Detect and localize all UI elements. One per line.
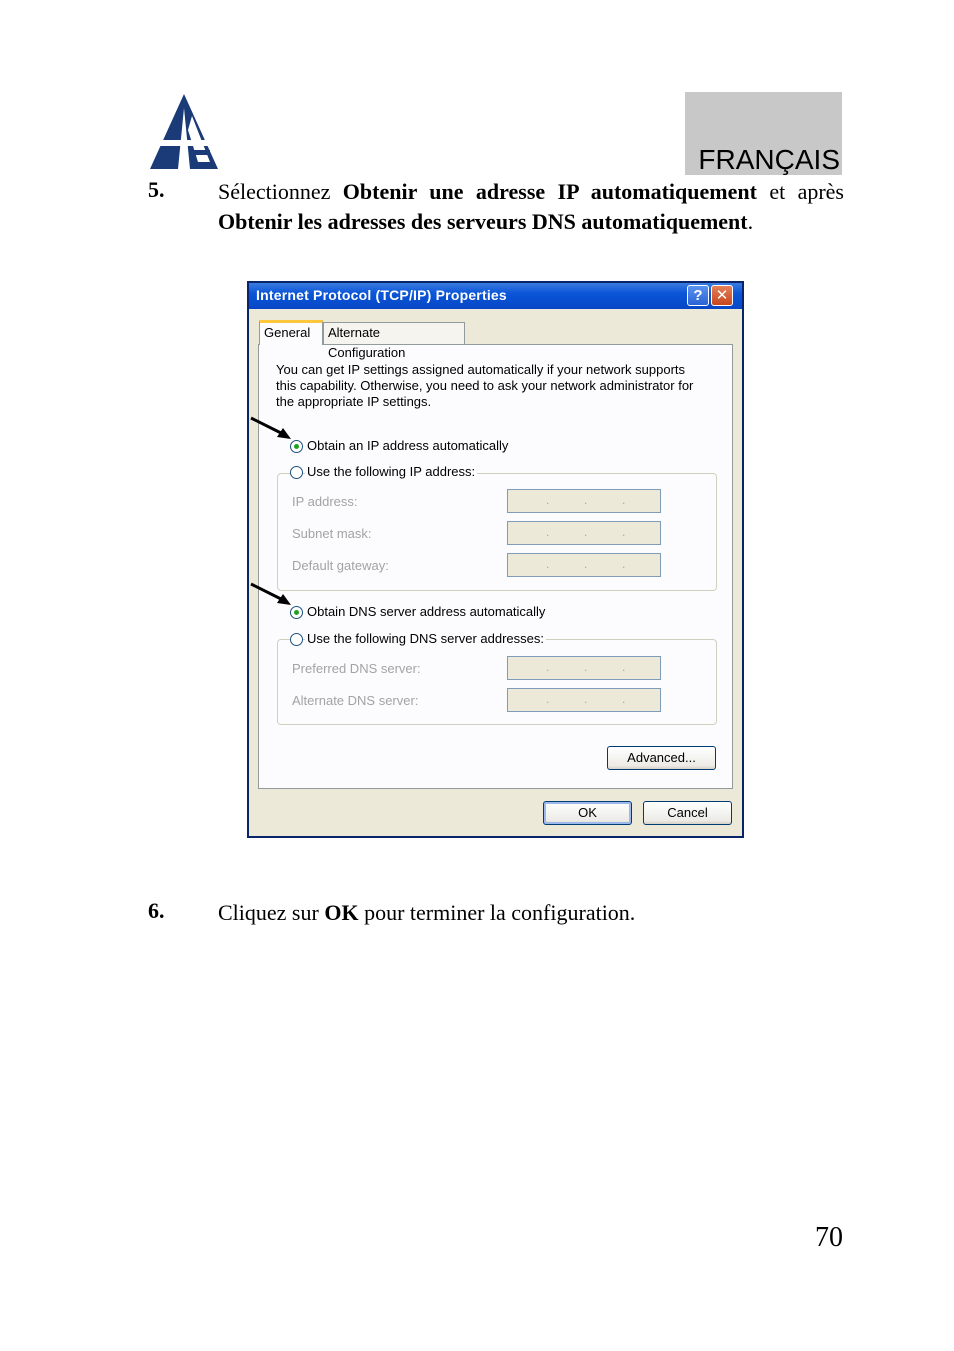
step-5-bold-ip: Obtenir une adresse IP automatiquement [342, 179, 757, 204]
step-6-number: 6. [148, 898, 165, 923]
advanced-button[interactable]: Advanced... [607, 746, 716, 770]
dns-auto-label[interactable]: Obtain DNS server address automatically [307, 604, 546, 619]
step-5-suffix: . [747, 209, 754, 234]
help-button[interactable]: ? [687, 285, 709, 306]
step-6-bold-ok: OK [324, 900, 359, 925]
ip-manual-label[interactable]: Use the following IP address: [307, 464, 476, 479]
step-5-prefix: Sélectionnez [218, 179, 343, 204]
ip-dot: . [622, 660, 626, 674]
step-5-mid: et après [756, 179, 844, 204]
ip-address-label: IP address: [292, 494, 358, 509]
subnet-mask-label: Subnet mask: [292, 526, 372, 541]
dialog-title: Internet Protocol (TCP/IP) Properties [256, 287, 507, 303]
step-6-suffix: pour terminer la configuration. [358, 900, 636, 925]
dns-group [277, 639, 717, 725]
arrow-ip-icon [249, 415, 299, 445]
ip-address-input[interactable] [507, 489, 661, 513]
description-text: You can get IP settings assigned automatically if your network supports this capability. Otherwise, you need to ask your network administrator for the appropriate IP settings. [276, 362, 694, 409]
alternate-dns-label: Alternate DNS server: [292, 693, 419, 708]
ip-dot: . [622, 525, 626, 539]
company-logo [148, 94, 220, 170]
preferred-dns-input[interactable] [507, 656, 661, 680]
step-6-instruction [218, 898, 635, 928]
cancel-button[interactable]: Cancel [643, 801, 732, 825]
dialog-titlebar [249, 283, 742, 309]
step-5-bold-dns: Obtenir les adresses des serveurs DNS automatiquement [218, 209, 748, 234]
language-header [685, 92, 842, 175]
ip-dot: . [546, 692, 550, 706]
step-5-number: 5. [148, 177, 165, 202]
language-label: FRANÇAIS [698, 144, 840, 175]
tcpip-properties-dialog [247, 281, 744, 838]
default-gateway-input[interactable] [507, 553, 661, 577]
ip-manual-radio[interactable] [290, 466, 303, 479]
ip-auto-label[interactable]: Obtain an IP address automatically [307, 438, 509, 453]
default-gateway-label: Default gateway: [292, 558, 389, 573]
page-number: 70 [815, 1222, 843, 1253]
dns-manual-radio[interactable] [290, 633, 303, 646]
ip-dot: . [622, 692, 626, 706]
ip-dot: . [584, 525, 588, 539]
ok-button[interactable]: OK [543, 801, 632, 825]
ip-dot: . [584, 493, 588, 507]
tab-general[interactable]: General [259, 320, 323, 345]
ip-dot: . [622, 493, 626, 507]
step-6-prefix: Cliquez sur [218, 900, 325, 925]
ip-dot: . [546, 525, 550, 539]
ip-dot: . [622, 557, 626, 571]
ip-dot: . [546, 660, 550, 674]
arrow-dns-icon [249, 581, 299, 611]
close-button[interactable]: ✕ [711, 285, 733, 306]
tab-alternate-configuration[interactable]: Alternate Configuration [323, 322, 465, 344]
subnet-mask-input[interactable] [507, 521, 661, 545]
step-5-instruction [218, 177, 844, 237]
dns-manual-label[interactable]: Use the following DNS server addresses: [307, 631, 544, 646]
preferred-dns-label: Preferred DNS server: [292, 661, 421, 676]
alternate-dns-input[interactable] [507, 688, 661, 712]
ip-dot: . [546, 557, 550, 571]
ip-dot: . [546, 493, 550, 507]
ip-dot: . [584, 660, 588, 674]
ip-dot: . [584, 692, 588, 706]
ip-dot: . [584, 557, 588, 571]
